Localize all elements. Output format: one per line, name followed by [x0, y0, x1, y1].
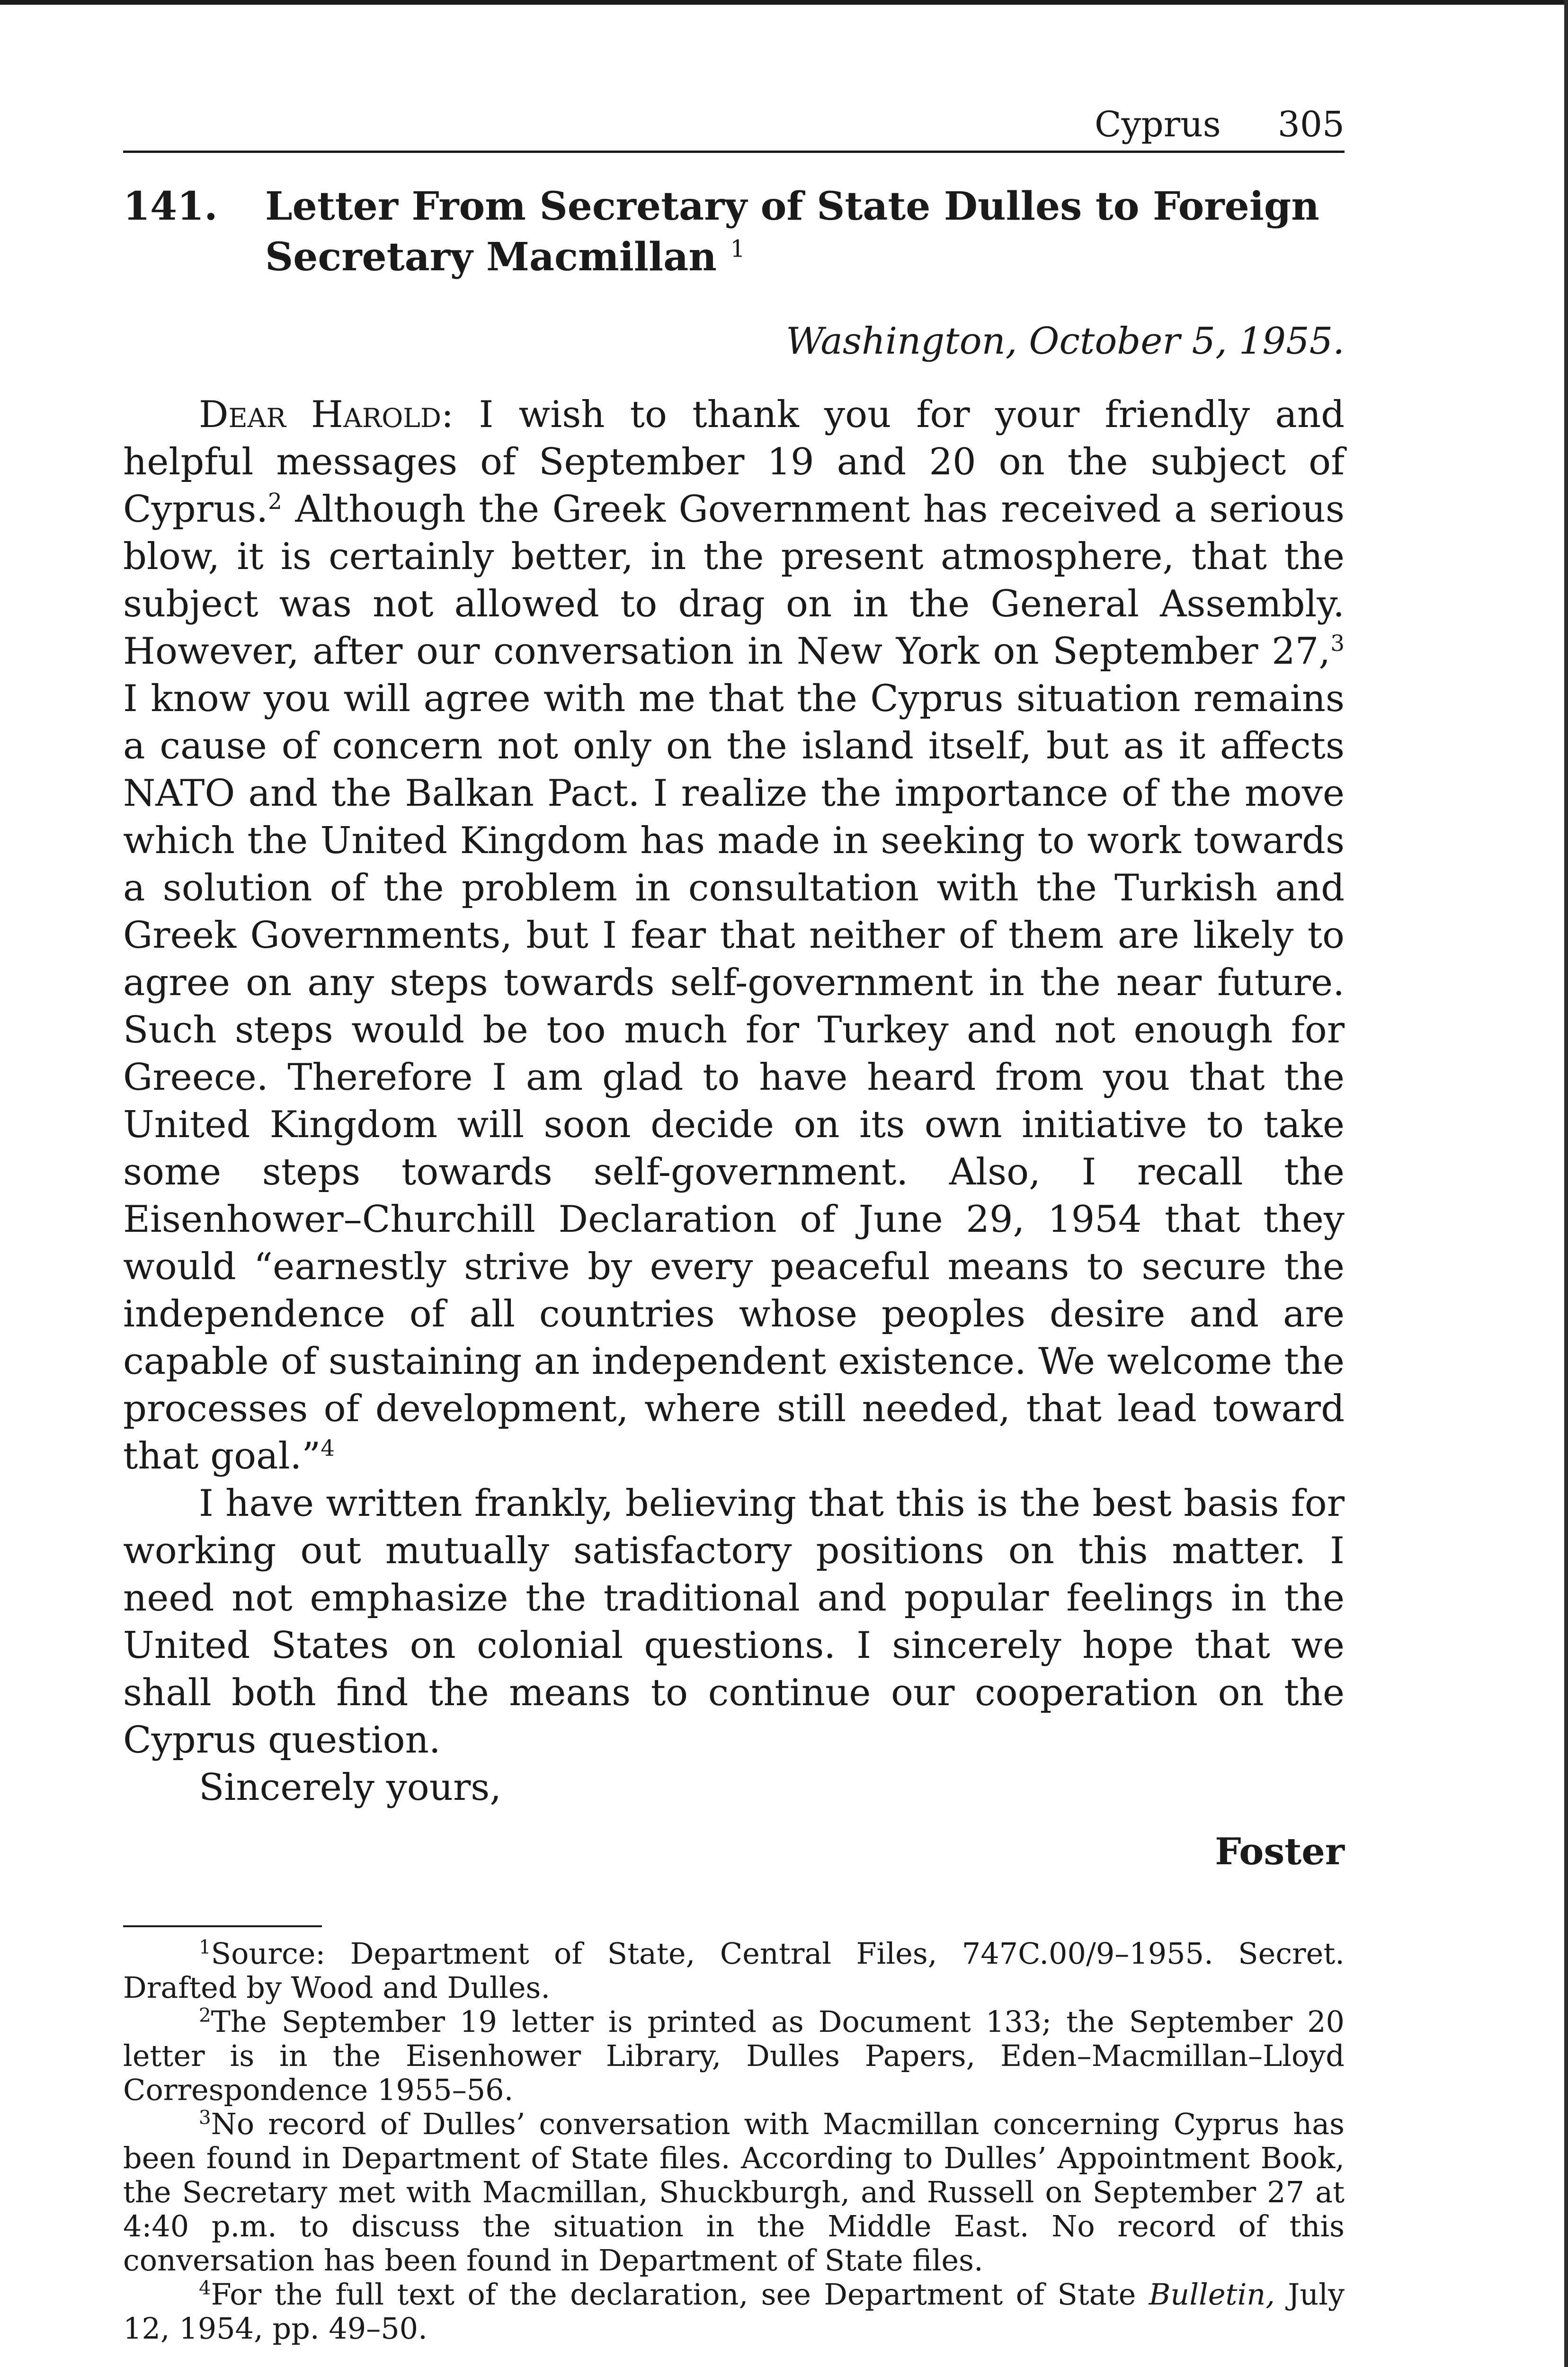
paragraph-1-part-3: I know you will agree with me that the Cyprus situation remains a cause of concern not only on the island itself, but as it affects NATO and the Balkan Pact. I realize the importance of the move which the United Kingdom has made in seeking to work towards a solution of the problem in consultation with the Turkish and Greek Governments, but I fear that neither of them are likely to agree on any steps towards self-government in the near future. Such steps would be too much for Turkey and not enough for Greece. Therefore I am glad to have heard from you that the United Kingdom will soon decide on its own initiative to take some steps towards self-government. Also, I recall the Eisenhower–Churchill Declaration of June 29, 1954 that they would “earnestly strive by every peaceful means to secure the independence of all countries whose peoples desire and are capable of sustaining an independent existence. We welcome the processes of development, where still needed, that lead toward that goal.”	[123, 677, 1345, 1478]
document-title: Letter From Secretary of State Dulles to Foreign Secretary Macmillan	[265, 184, 1319, 280]
salutation: Dear Harold:	[199, 393, 454, 436]
signature: Foster	[1215, 1830, 1345, 1874]
top-edge-rule	[0, 0, 1568, 5]
title-footnote-ref: 1	[730, 235, 745, 263]
dateline: Washington, October 5, 1955.	[785, 320, 1345, 363]
footnote-4	[123, 2278, 1345, 2346]
footnote-text: For the full text of the declaration, see Department of State	[211, 2277, 1136, 2312]
footnotes	[123, 1937, 1345, 2346]
footnote-mark: 2	[199, 2004, 211, 2027]
letter-body	[123, 391, 1345, 1764]
footnote-mark: 3	[199, 2106, 211, 2129]
document-title-block	[265, 181, 1345, 282]
footnote-2	[123, 2005, 1345, 2107]
closing: Sincerely yours,	[199, 1766, 502, 1809]
footnote-text-after: July 12, 1954, pp. 49–50.	[123, 2277, 1345, 2346]
footnote-ref-2: 2	[268, 489, 282, 515]
document-page	[123, 104, 1345, 2346]
footnote-mark: 1	[199, 1936, 211, 1958]
letter-paragraph-1	[123, 391, 1345, 1480]
running-head-section: Cyprus	[1094, 104, 1221, 145]
paragraph-1-part-1: I wish to thank you for your friendly and helpful messages of September 19 and 20 on the subject of Cyprus.	[123, 393, 1345, 531]
running-head	[123, 104, 1345, 153]
footnote-ref-4: 4	[321, 1436, 335, 1462]
running-head-page-number: 305	[1277, 104, 1345, 145]
paragraph-1-part-2: Although the Greek Government has received a serious blow, it is certainly better, in the present atmosphere, that the subject was not allowed to drag on in the General Assembly. However, after our conversation in New York on September 27,	[123, 488, 1345, 673]
right-edge-rule	[1564, 0, 1568, 2367]
document-heading	[123, 181, 1345, 282]
footnote-1	[123, 1937, 1345, 2005]
letter-paragraph-2: I have written frankly, believing that this is the best basis for working out mutually satisfactory positions on this matter. I need not emphasize the traditional and popular feelings in the United States on colonial questions. I sincerely hope that we shall both find the means to continue our cooperation on the Cyprus question.	[123, 1482, 1345, 1762]
footnote-text: The September 19 letter is printed as Document 133; the September 20 letter is in the Eisenhower Library, Dulles Papers, Eden–Macmillan–Lloyd Correspondence 1955–56.	[123, 2004, 1345, 2108]
footnote-text: Source: Department of State, Central Files, 747C.00/9–1955. Secret. Drafted by Wood and Dulles.	[123, 1936, 1345, 2005]
footnote-rule	[123, 1925, 322, 1927]
footnote-mark: 4	[199, 2277, 211, 2299]
footnote-text: No record of Dulles’ conversation with Macmillan concerning Cyprus has been found in Department of State files. According to Dulles’ Appointment Book, the Secretary met with Macmillan, Shuckburgh, and Russell on September 27 at 4:40 p.m. to discuss the situation in the Middle East. No record of this conversation has been found in Department of State files.	[123, 2107, 1345, 2278]
footnote-ref-3: 3	[1330, 631, 1345, 657]
footnote-italic-title: Bulletin,	[1149, 2277, 1275, 2312]
document-number: 141.	[123, 184, 218, 229]
footnote-3	[123, 2107, 1345, 2278]
